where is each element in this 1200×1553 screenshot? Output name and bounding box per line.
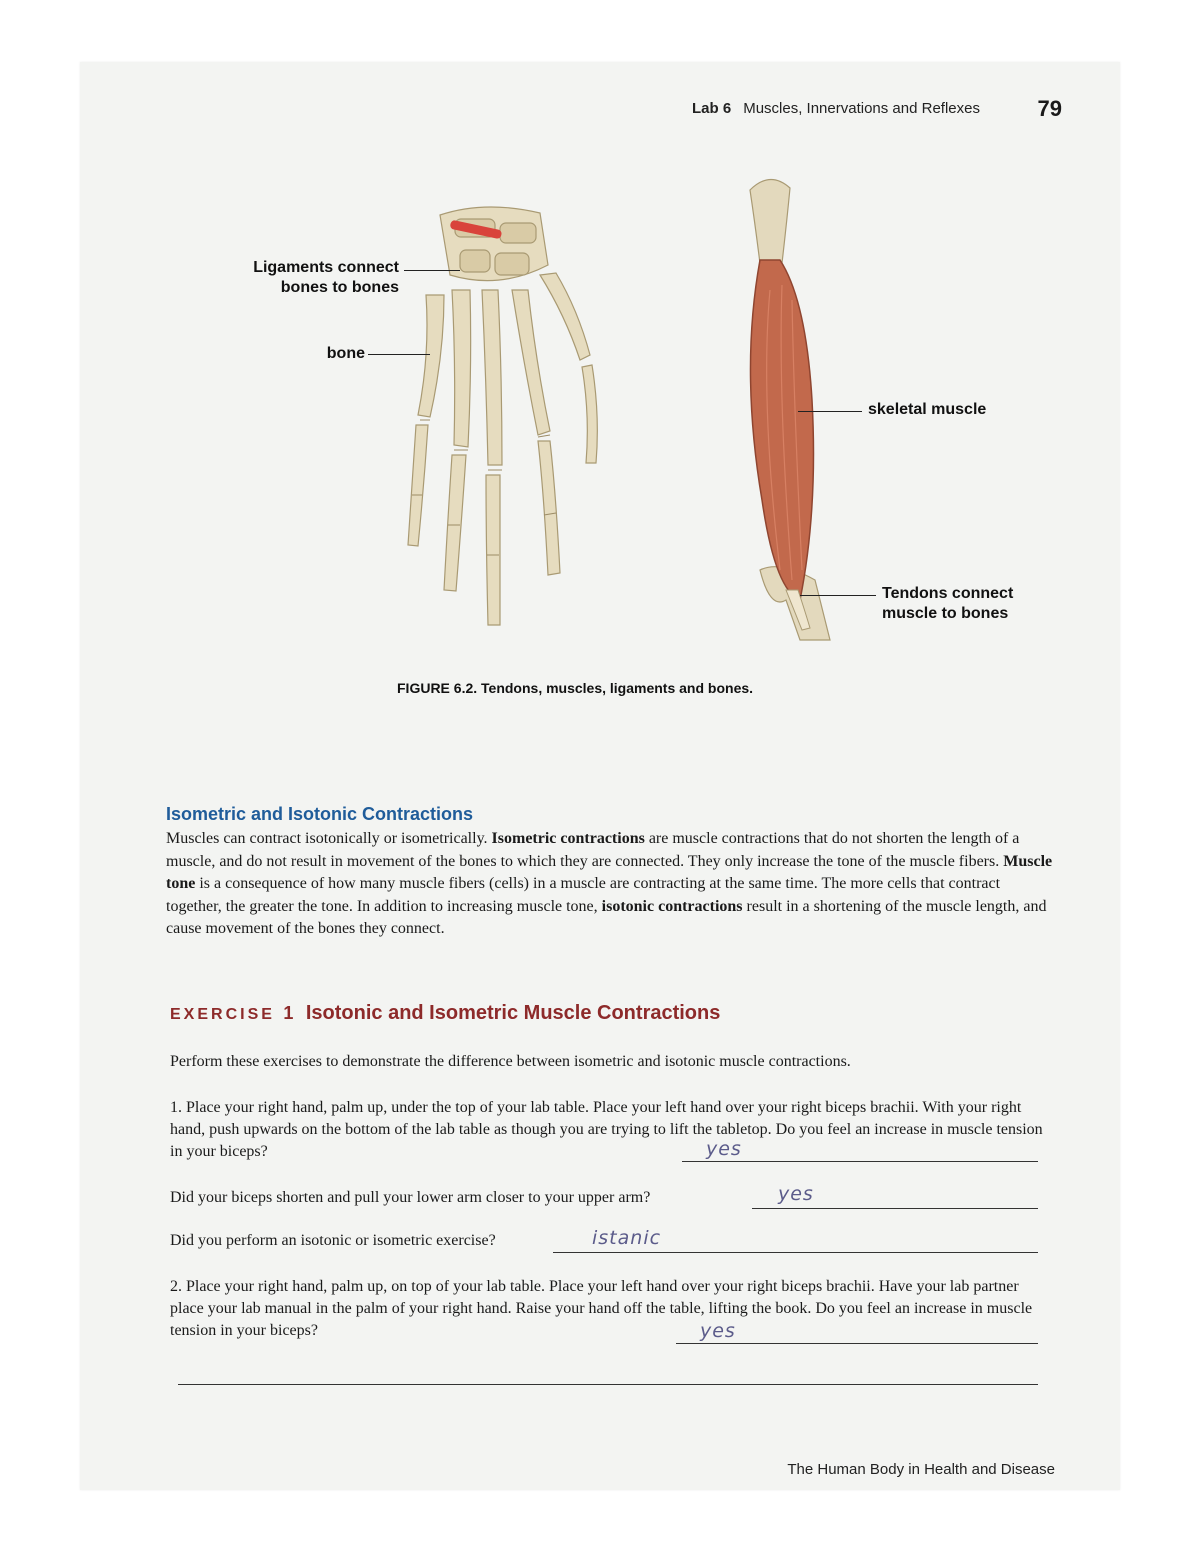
label-skeletal-muscle: skeletal muscle — [868, 401, 987, 418]
answer-4: yes — [700, 1320, 736, 1342]
para-text-4: result in a shortening of the muscle length, and cause movement of the bones they connect. — [166, 897, 1047, 937]
answer-line-2 — [752, 1208, 1038, 1209]
lab-number: Lab 6 — [692, 100, 732, 117]
leader-tendons — [800, 595, 876, 596]
exercise-label: EXERCISE — [170, 1006, 275, 1023]
answer-line-4 — [676, 1343, 1038, 1344]
running-head — [560, 100, 980, 117]
chapter-title: Muscles, Innervations and Reflexes — [743, 100, 980, 117]
answer-line-3 — [553, 1252, 1038, 1253]
footer-book-title: The Human Body in Health and Disease — [787, 1461, 1055, 1478]
arm-muscle-illustration — [720, 170, 860, 650]
label-bone: bone — [326, 345, 365, 362]
leader-bone — [368, 354, 430, 355]
label-tendons — [882, 584, 1013, 624]
hand-skeleton-illustration — [390, 195, 600, 645]
label-tendons-line1: Tendons connect — [882, 585, 1014, 602]
section-heading: Isometric and Isotonic Contractions — [166, 804, 474, 824]
para-text-2: are muscle contractions that do not shorten the length of a muscle, and do not result in movement of the bones to which they are connected. They only increase the tone of the muscle fibers. — [166, 830, 1020, 870]
para-text-3: is a consequence of how many muscle fibers (cells) in a muscle are contracting at the same time. The more cells that contract together, the greater the tone. In addition to increasing muscle tone, — [166, 875, 1001, 915]
term-muscle-tone: Muscle tone — [166, 852, 1053, 892]
section-paragraph — [166, 828, 1056, 941]
question-4: 2. Place your right hand, palm up, on top of your lab table. Place your left hand over your right biceps brachii. Have your lab partner place your lab manual in the palm of your right hand. Raise your hand off the table, lifting the book. Do you feel an increase in muscle tension in your biceps? — [170, 1278, 1033, 1339]
para-text-1: Muscles can contract isotonically or isometrically. — [166, 830, 492, 847]
answer-2: yes — [778, 1183, 814, 1205]
label-ligaments-line1: Ligaments connect — [253, 259, 399, 276]
question-1: 1. Place your right hand, palm up, under the top of your lab table. Place your left hand over your right biceps brachii. With your right hand, push upwards on the bottom of the lab table as though you are trying to lift the tabletop. Do you feel an increase in muscle tension in your biceps? — [170, 1099, 1043, 1160]
answer-line-5 — [178, 1384, 1038, 1385]
leader-ligaments — [404, 270, 460, 271]
label-ligaments — [199, 258, 399, 298]
exercise-title: Isotonic and Isometric Muscle Contractions — [305, 1002, 721, 1024]
question-3: Did you perform an isotonic or isometric exercise? — [170, 1232, 496, 1249]
exercise-heading — [170, 1002, 720, 1025]
question-2: Did your biceps shorten and pull your lower arm closer to your upper arm? — [170, 1189, 651, 1206]
exercise-intro: Perform these exercises to demonstrate the difference between isometric and isotonic muscle contractions. — [170, 1053, 851, 1070]
leader-skeletal-muscle — [798, 411, 862, 412]
term-isotonic-contractions: isotonic contractions — [601, 897, 743, 915]
skeletal-muscle-shape — [750, 260, 813, 600]
term-isometric-contractions: Isometric contractions — [491, 830, 645, 847]
page-number: 79 — [1037, 96, 1062, 121]
answer-1: yes — [706, 1138, 742, 1160]
answer-3: istanic — [592, 1227, 662, 1249]
label-ligaments-line2: bones to bones — [280, 279, 399, 296]
exercise-number: 1 — [283, 1003, 294, 1023]
answer-line-1 — [682, 1161, 1038, 1162]
label-tendons-line2: muscle to bones — [882, 605, 1009, 622]
figure-caption: FIGURE 6.2. Tendons, muscles, ligaments and bones. — [397, 680, 754, 696]
